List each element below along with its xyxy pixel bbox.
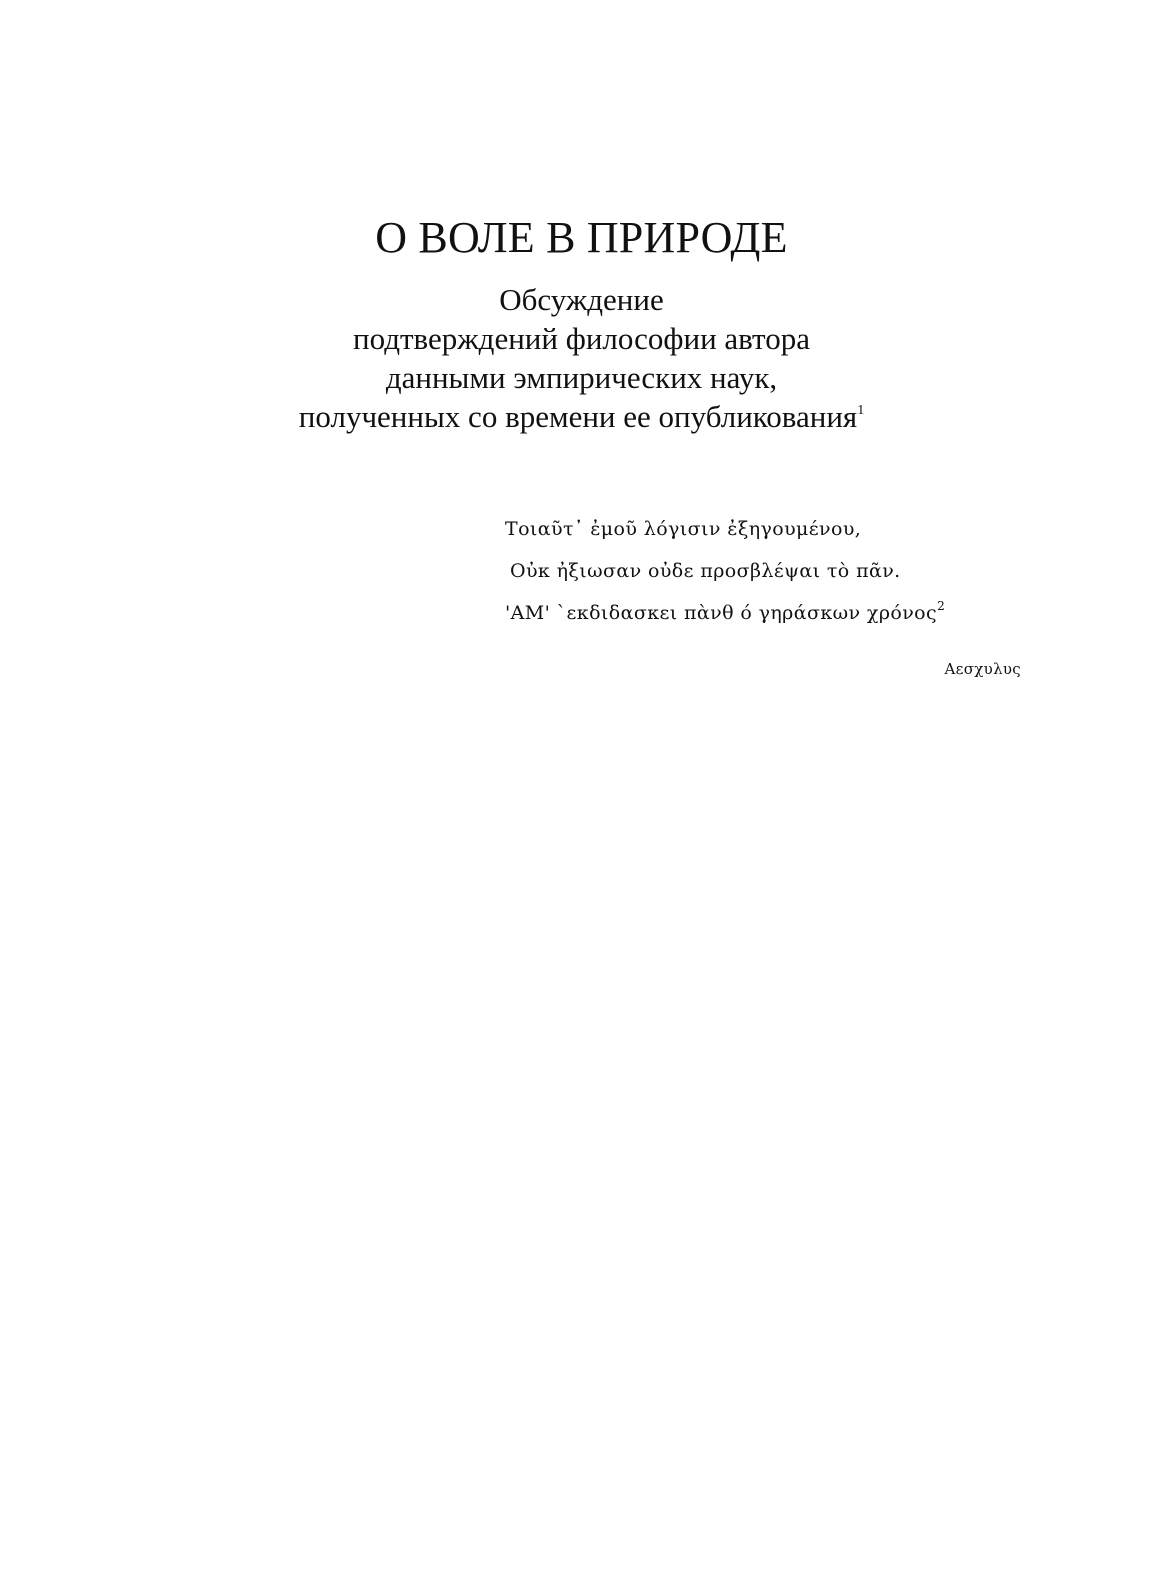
subtitle-line: Обсуждение bbox=[499, 282, 664, 317]
subtitle-line: данными эмпирических наук, bbox=[385, 360, 778, 395]
epigraph-line-text: 'ΑΜ' `εκδιδασκει πὰνθ ό γηράσκων χρόνος bbox=[505, 602, 938, 624]
epigraph-line-last bbox=[505, 600, 1065, 642]
subtitle-block bbox=[0, 280, 1163, 436]
footnote-mark-1: 1 bbox=[857, 403, 865, 418]
epigraph-attribution: Αεσχυλυς bbox=[944, 660, 1021, 678]
page-title: О ВОЛЕ В ПРИРОДЕ bbox=[375, 213, 788, 262]
subtitle-line: подтверждений философии автора bbox=[353, 321, 810, 356]
subtitle-line-last bbox=[0, 397, 1163, 436]
subtitle-line-text: полученных со времени ее опубликования bbox=[298, 399, 858, 434]
epigraph bbox=[505, 516, 1065, 642]
epigraph-line: Οὐκ ἠξιωσαν οὐδε προσβλέψαι τὸ πᾶν. bbox=[510, 560, 901, 582]
epigraph-line: Τοιαῦτ᾽ ἐμοῦ λόγισιν ἐξηγουμένου, bbox=[505, 518, 862, 540]
footnote-mark-2: 2 bbox=[937, 599, 946, 613]
